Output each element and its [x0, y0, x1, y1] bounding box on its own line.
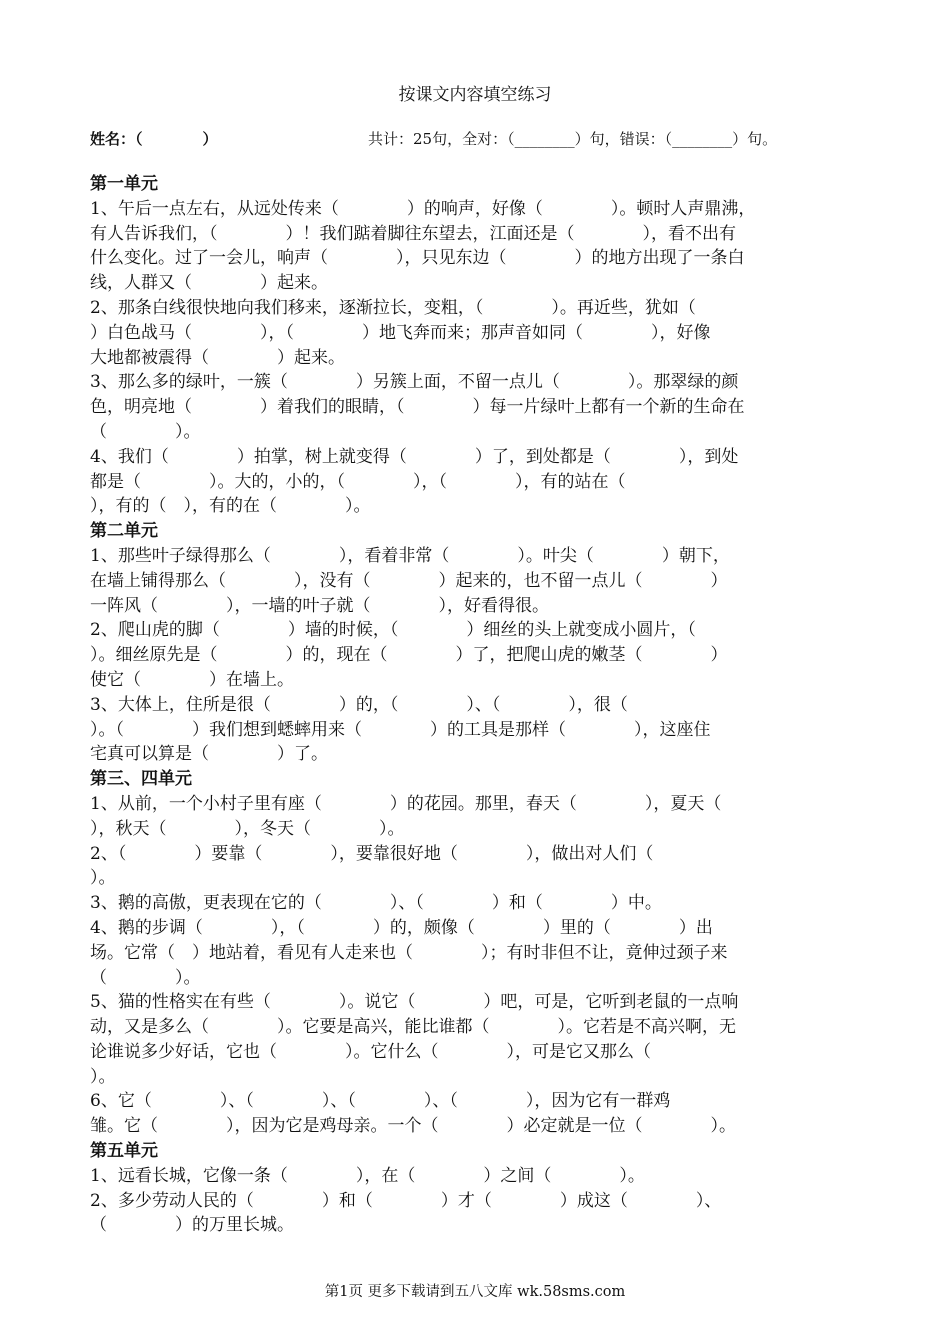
exercise-line: 大地都被震得（ ）起来。 — [90, 347, 345, 368]
exercise-line: 1、那些叶子绿得那么（ ），看着非常（ ）。叶尖（ ）朝下， — [90, 545, 730, 566]
exercise-line: （ ）。 — [90, 967, 201, 988]
exercise-line: 3、那么多的绿叶，一簇（ ）另簇上面，不留一点儿（ ）。那翠绿的颜 — [90, 372, 739, 393]
exercise-line: 5、猫的性格实在有些（ ）。说它（ ）吧，可是，它听到老鼠的一点响 — [90, 992, 739, 1013]
exercise-line: （ ）的万里长城。 — [90, 1215, 294, 1236]
exercise-line: 宅真可以算是（ ）了。 — [90, 744, 328, 765]
exercise-line: ），有的（ ），有的在（ ）。 — [90, 496, 371, 517]
exercise-line: ）。细丝原先是（ ）的，现在（ ）了，把爬山虎的嫩茎（ ） — [90, 645, 728, 666]
exercise-line: 都是（ ）。大的，小的，（ ），（ ），有的站在（ — [90, 471, 626, 492]
exercise-line: 1、从前，一个小村子里有座（ ）的花园。那里，春天（ ），夏天（ — [90, 793, 722, 814]
exercise-line: 4、我们（ ）拍掌，树上就变得（ ）了，到处都是（ ），到处 — [90, 446, 739, 467]
exercise-line: 色，明亮地（ ）着我们的眼睛，（ ）每一片绿叶上都有一个新的生命在 — [90, 397, 745, 418]
exercise-content — [90, 172, 862, 1238]
exercise-line: 3、大体上，住所是很（ ）的，（ ）、（ ），很（ — [90, 694, 628, 715]
exercise-line: 2、（ ）要靠（ ），要靠很好地（ ），做出对人们（ — [90, 843, 654, 864]
section-heading: 第五单元 — [90, 1141, 158, 1162]
exercise-line: 4、鹅的步调（ ），（ ）的，颇像（ ）里的（ ）出 — [90, 917, 713, 938]
exercise-line: 6、它（ ）、（ ）、（ ）、（ ），因为它有一群鸡 — [90, 1091, 671, 1112]
exercise-line: 1、远看长城，它像一条（ ），在（ ）之间（ ）。 — [90, 1165, 645, 1186]
exercise-line: ）。（ ）我们想到蟋蟀用来（ ）的工具是那样（ ），这座住 — [90, 719, 711, 740]
score-stats: 共计：25句，全对：（________）句，错误：（________）句。 — [368, 130, 778, 148]
section-heading: 第二单元 — [90, 521, 158, 542]
section-heading: 第一单元 — [90, 174, 158, 194]
exercise-line: 什么变化。过了一会儿，响声（ ），只见东边（ ）的地方出现了一条白 — [90, 248, 745, 269]
exercise-line: 3、鹅的高傲，更表现在它的（ ）、（ ）和（ ）中。 — [90, 893, 662, 914]
exercise-line: 论谁说多少好话，它也（ ）。它什么（ ），可是它又那么（ — [90, 1041, 651, 1062]
page-footer: 第1页 更多下载请到五八文库 wk.58sms.com — [324, 1284, 626, 1300]
exercise-line: ）。 — [90, 868, 116, 889]
exercise-line: 2、多少劳动人民的（ ）和（ ）才（ ）成这（ ）、 — [90, 1190, 722, 1211]
exercise-line: 有人告诉我们，（ ）！我们踮着脚往东望去，江面还是（ ），看不出有 — [90, 223, 736, 244]
exercise-line: ）。 — [90, 1066, 116, 1087]
exercise-line: 在墙上铺得那么（ ），没有（ ）起来的，也不留一点儿（ ） — [90, 570, 728, 591]
section-heading: 第三、四单元 — [90, 769, 192, 790]
exercise-line: 2、爬山虎的脚（ ）墙的时候，（ ）细丝的头上就变成小圆片，（ — [90, 620, 696, 641]
exercise-line: 2、那条白线很快地向我们移来，逐渐拉长，变粗，（ ）。再近些，犹如（ — [90, 297, 696, 318]
exercise-line: ），秋天（ ），冬天（ ）。 — [90, 818, 405, 839]
document-title: 按课文内容填空练习 — [398, 85, 552, 105]
exercise-line: 1、午后一点左右，从远处传来（ ）的响声，好像（ ）。顿时人声鼎沸， — [90, 198, 756, 219]
exercise-line: 线，人群又（ ）起来。 — [90, 273, 328, 294]
exercise-line: 动，又是多么（ ）。它要是高兴，能比谁都（ ）。它若是不高兴啊，无 — [90, 1017, 736, 1038]
exercise-line: 使它（ ）在墙上。 — [90, 669, 294, 690]
exercise-line: 雏。它（ ），因为它是鸡母亲。一个（ ）必定就是一位（ ）。 — [90, 1116, 736, 1137]
exercise-line: ）白色战马（ ），（ ）地飞奔而来；那声音如同（ ），好像 — [90, 322, 711, 343]
info-row — [90, 128, 870, 152]
name-label: 姓名：（ ） — [90, 130, 218, 148]
exercise-line: 一阵风（ ），一墙的叶子就（ ），好看得很。 — [90, 595, 549, 616]
exercise-line: 场。它常（ ）地站着，看见有人走来也（ ）；有时非但不让，竟伸过颈子来 — [90, 942, 728, 963]
exercise-line: （ ）。 — [90, 421, 201, 442]
